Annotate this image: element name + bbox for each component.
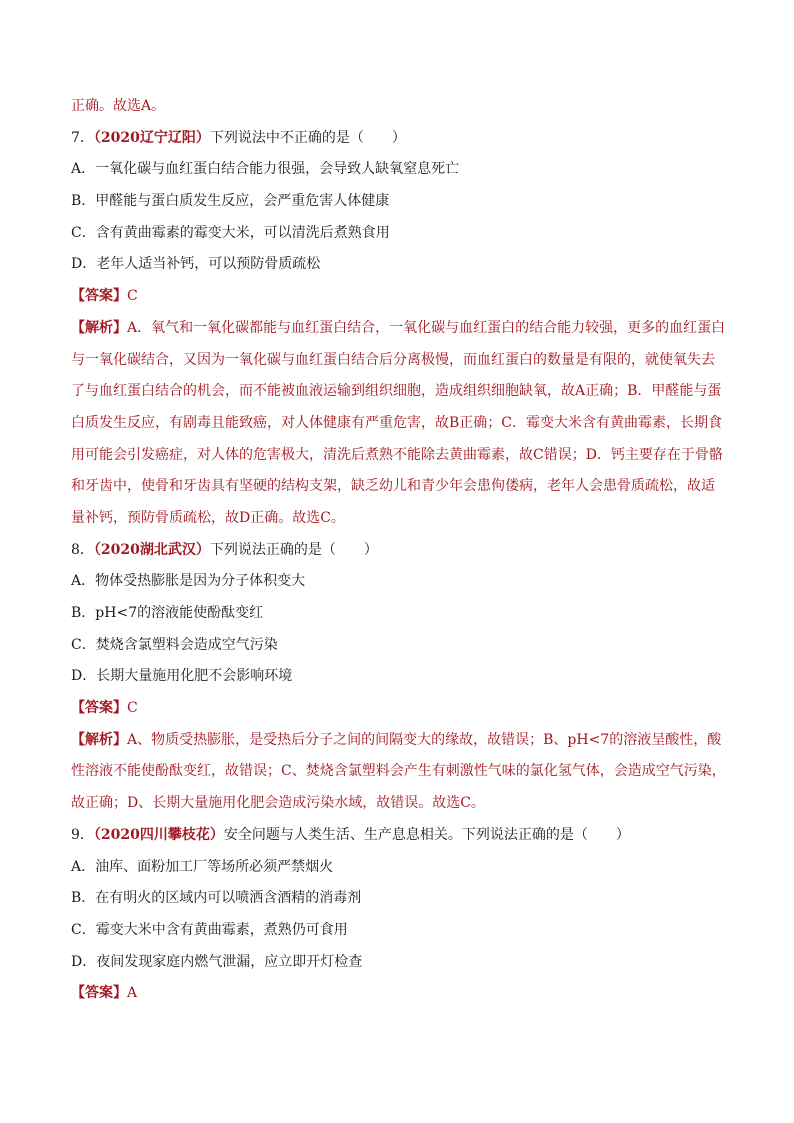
analysis-label: 【解析】 bbox=[71, 731, 127, 748]
question-number: 7． bbox=[71, 129, 94, 146]
analysis-line: 量补钙，预防骨质疏松，故D正确。故选C。 bbox=[71, 509, 345, 526]
question-7-option-b: B．甲醛能与蛋白质发生反应，会严重危害人体健康 bbox=[71, 193, 390, 210]
question-8-option-c: C．焚烧含氯塑料会造成空气污染 bbox=[71, 636, 278, 653]
question-9-answer bbox=[71, 983, 734, 1003]
question-source: （2020辽宁辽阳） bbox=[93, 129, 210, 146]
analysis-line: 【解析】A．氧气和一氧化碳都能与血红蛋白结合，一氧化碳与血红蛋白的结合能力较强，更多的血红蛋白 bbox=[71, 319, 726, 336]
question-7-option-a: A．一氧化碳与血红蛋白结合能力很强，会导致人缺氧窒息死亡 bbox=[71, 161, 460, 178]
question-7-option-c: C．含有黄曲霉素的霉变大米，可以清洗后煮熟食用 bbox=[71, 224, 390, 241]
question-9-option-c: C．霉变大米中含有黄曲霉素，煮熟仍可食用 bbox=[71, 921, 348, 938]
previous-answer-tail: 正确。故选A。 bbox=[71, 98, 166, 114]
question-text: 安全问题与人类生活、生产息息相关。下列说法正确的是（ ） bbox=[223, 826, 630, 843]
question-text: 下列说法正确的是（ ） bbox=[209, 541, 378, 558]
analysis-label: 【解析】 bbox=[71, 319, 127, 336]
question-source: （2020四川攀枝花） bbox=[93, 826, 224, 843]
answer-value: C bbox=[127, 288, 138, 305]
answer-label: 【答案】 bbox=[71, 985, 127, 1002]
answer-label: 【答案】 bbox=[71, 288, 127, 305]
question-8-analysis bbox=[71, 730, 734, 813]
answer-value: A bbox=[127, 985, 138, 1002]
question-7-answer bbox=[71, 286, 734, 306]
question-8-option-b: B．pH<7的溶液能使酚酞变红 bbox=[71, 605, 264, 621]
analysis-line: 用可能会引发癌症，对人体的危害极大，清洗后煮熟不能除去黄曲霉素，故C错误；D．钙主要存在于骨骼 bbox=[71, 446, 723, 463]
answer-label: 【答案】 bbox=[71, 700, 127, 717]
analysis-line: 性溶液不能使酚酞变红，故错误；C、焚烧含氯塑料会产生有刺激性气味的氯化氢气体，会造成空气污染， bbox=[71, 763, 726, 780]
analysis-line: 与一氧化碳结合，又因为一氧化碳与血红蛋白结合后分离极慢，而血红蛋白的数量是有限的，就使氧失去 bbox=[71, 351, 715, 368]
analysis-line: 故正确；D、长期大量施用化肥会造成污染水域，故错误。故选C。 bbox=[71, 795, 485, 812]
question-8-stem bbox=[71, 540, 734, 560]
analysis-line: 了与血红蛋白结合的机会，而不能被血液运输到组织细胞，造成组织细胞缺氧，故A正确；B．甲醛能与蛋 bbox=[71, 383, 722, 400]
question-8-option-d: D．长期大量施用化肥不会影响环境 bbox=[71, 668, 293, 685]
question-9-option-b: B．在有明火的区域内可以喷洒含酒精的消毒剂 bbox=[71, 890, 362, 907]
question-source: （2020湖北武汉） bbox=[93, 541, 210, 558]
question-7-option-d: D．老年人适当补钙，可以预防骨质疏松 bbox=[71, 256, 321, 273]
question-text: 下列说法中不正确的是（ ） bbox=[209, 129, 406, 146]
question-8-answer bbox=[71, 698, 734, 718]
answer-value: C bbox=[127, 700, 138, 717]
question-number: 9． bbox=[71, 826, 94, 843]
question-8-option-a: A．物体受热膨胀是因为分子体积变大 bbox=[71, 573, 306, 590]
question-number: 8． bbox=[71, 541, 94, 558]
question-7-stem bbox=[71, 128, 734, 148]
question-9-option-a: A．油库、面粉加工厂等场所必须严禁烟火 bbox=[71, 858, 334, 875]
analysis-line: 白质发生反应，有剧毒且能致癌，对人体健康有严重危害，故B正确；C．霉变大米含有黄曲霉素，长期食 bbox=[71, 414, 722, 431]
analysis-line: 和牙齿中，使骨和牙齿具有坚硬的结构支架，缺乏幼儿和青少年会患佝偻病，老年人会患骨质疏松，故适 bbox=[71, 478, 715, 495]
question-7-analysis bbox=[71, 318, 734, 528]
analysis-line: 【解析】A、物质受热膨胀，是受热后分子之间的间隔变大的缘故，故错误；B、pH<7的溶液呈酸性，酸 bbox=[71, 731, 722, 748]
question-9-stem bbox=[71, 825, 734, 845]
question-9-option-d: D．夜间发现家庭内燃气泄漏，应立即开灯检查 bbox=[71, 953, 363, 970]
